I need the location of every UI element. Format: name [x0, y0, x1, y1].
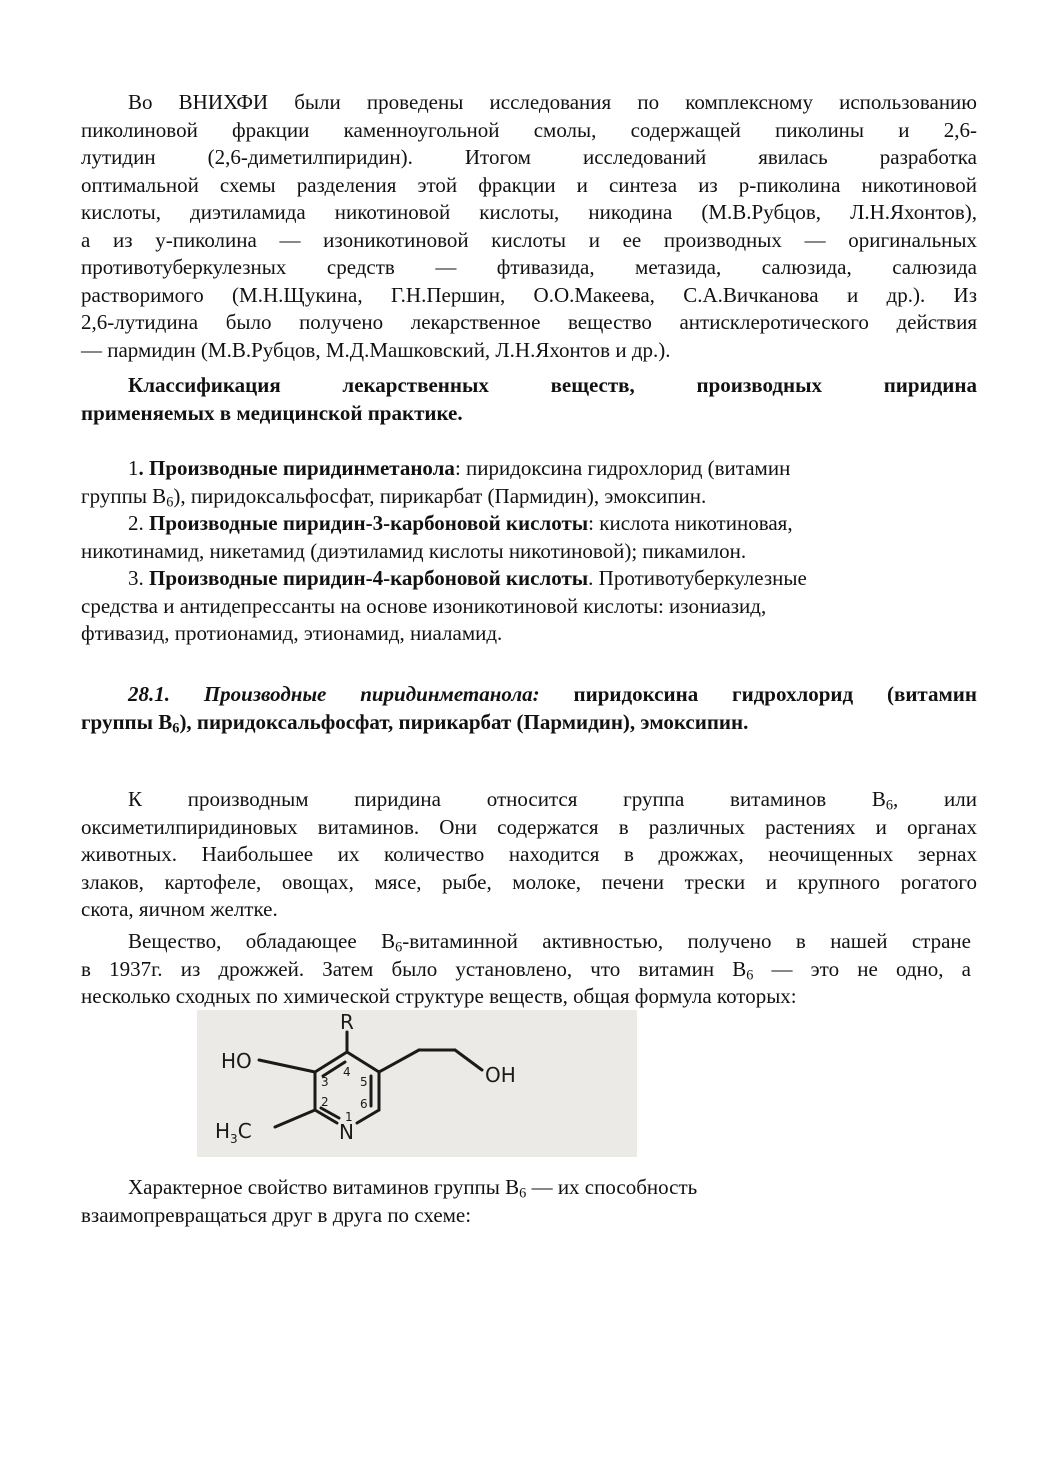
label-c: C [237, 1119, 252, 1143]
atom-number-4: 4 [343, 1065, 351, 1079]
list-item-text: . Противотуберкулезные [588, 566, 807, 590]
list-item-text: : пиридоксина гидрохлорид (витамин [454, 456, 791, 480]
intro-line: Во ВНИХФИ были проведены исследования по комплексному использованию [128, 90, 977, 114]
intro-line: 2,6-лутидина было получено лекарственное вещество антисклеротического действия [81, 310, 977, 334]
atom-number-3: 3 [321, 1075, 329, 1089]
label-n: N [339, 1120, 354, 1144]
methyl-bond [275, 1110, 315, 1127]
classification-heading-line2: применяемых в медицинской практике. [81, 400, 463, 425]
list-item-2 [81, 510, 977, 538]
list-item-1-cont [81, 483, 977, 511]
section-number-italic: 28.1. Производные пиридинметанола: [128, 682, 540, 706]
ring-bond [347, 1052, 379, 1072]
subscript: 6 [172, 720, 180, 737]
list-item-number: 1 [128, 456, 139, 480]
b6-line: скота, яичном желтке. [81, 897, 278, 921]
substance-line [81, 956, 971, 984]
intro-line: противотуберкулезных средств — фтивазида, метазида, салюзида, салюзида [81, 255, 977, 279]
list-item-title: Производные пиридин-3-карбоновой кислоты [149, 511, 589, 535]
paragraph-text: — это не одно, а [753, 956, 971, 981]
ho-bond [259, 1060, 315, 1072]
label-ho: HO [221, 1049, 252, 1073]
section-heading-line1 [81, 681, 977, 709]
intro-line: — пармидин (М.В.Рубцов, М.Д.Машковский, Л.Н.Яхонтов и др.). [81, 337, 671, 362]
substance-line: несколько сходных по химической структуре веществ, общая формула которых: [81, 984, 797, 1008]
paragraph-text: в 1937г. из дрожжей. Затем было установлено, что витамин В [81, 956, 747, 981]
subscript: 6 [166, 494, 174, 511]
list-item-text: ), пиридоксальфосфат, пирикарбат (Пармидин), эмоксипин. [173, 483, 707, 508]
section-heading-text: пиридоксина гидрохлорид (витамин [539, 682, 977, 706]
classification-list [81, 455, 977, 648]
classification-heading-line1: Классификация лекарственных веществ, производных пиридина [128, 373, 977, 397]
intro-line: пиколиновой фракции каменноугольной смолы, содержащей пиколины и 2,6- [81, 117, 977, 142]
substance-line [81, 928, 971, 956]
list-item-text: : кислота никотиновая, [588, 511, 793, 535]
property-line [81, 1174, 977, 1202]
intro-line: а из у-пиколина — изоникотиновой кислоты и ее производных — оригинальных [81, 227, 977, 252]
list-item-title: Производные пиридин-4-карбоновой кислоты [149, 566, 589, 590]
atom-number-5: 5 [360, 1075, 368, 1089]
intro-line: кислоты, диэтиламида никотиновой кислоты, никодина (М.В.Рубцов, Л.Н.Яхонтов), [81, 200, 977, 224]
label-h3c [215, 1119, 252, 1146]
substance-paragraph [81, 928, 971, 1011]
list-item-title: . Производные пиридинметанола [138, 456, 455, 480]
classification-heading [81, 372, 977, 427]
ch2-bond [379, 1050, 419, 1072]
section-heading-text: группы В [81, 709, 173, 734]
section-heading-28-1 [81, 681, 977, 736]
paragraph-text: Характерное свойство витаминов группы В [128, 1175, 520, 1199]
subscript: 6 [746, 967, 754, 984]
list-item-number: 2. [128, 511, 149, 535]
section-heading-text: ), пиридоксальфосфат, пирикарбат (Пармидин), эмоксипин. [179, 709, 749, 734]
list-item-3-cont: фтивазид, протионамид, этионамид, ниаламид. [81, 621, 503, 645]
list-item-number: 3. [128, 566, 149, 590]
intro-line: лутидин (2,6-диметилпиридин). Итогом исследований явилась разработка [81, 145, 977, 169]
label-oh: OH [485, 1063, 516, 1087]
label-r: R [340, 1010, 354, 1034]
subscript: 6 [885, 797, 894, 814]
list-item-2-cont: никотинамид, никетамид (диэтиламид кислоты никотиновой); пикамилон. [81, 538, 747, 563]
section-heading-line2 [81, 709, 977, 737]
paragraph-text: Вещество, обладающее В [128, 929, 396, 953]
ch2-bond [455, 1050, 482, 1070]
b6-paragraph [81, 786, 977, 924]
paragraph-text: -витаминной активностью, получено в нашей стране [402, 929, 971, 953]
formula-drawing [197, 1010, 637, 1157]
b6-line: оксиметилпиридиновых витаминов. Они содержатся в различных растениях и органах [81, 814, 977, 839]
label-h: H [215, 1119, 231, 1143]
atom-number-2: 2 [321, 1095, 329, 1109]
atom-number-6: 6 [360, 1097, 368, 1111]
ring-bond [357, 1110, 379, 1123]
intro-paragraph [81, 89, 977, 364]
intro-line: оптимальной схемы разделения этой фракции и синтеза из р-пиколина никотиновой [81, 172, 977, 197]
label-h-sub: 3 [230, 1132, 238, 1146]
list-item-3 [81, 565, 977, 593]
list-item-text: группы В [81, 483, 167, 508]
list-item-3-cont: средства и антидепрессанты на основе изоникотиновой кислоты: изониазид, [81, 593, 767, 618]
paragraph-text: — их способность [526, 1175, 698, 1199]
b6-line: животных. Наибольшее их количество находится в дрожжах, неочищенных зернах [81, 842, 977, 866]
property-line: взаимопревращаться друг в друга по схеме: [81, 1202, 472, 1227]
paragraph-text: , или [893, 787, 977, 811]
list-item-1 [81, 455, 977, 483]
property-paragraph [81, 1174, 977, 1229]
b6-line [81, 786, 977, 814]
subscript: 6 [519, 1185, 527, 1202]
subscript: 6 [395, 939, 403, 956]
atom-number-1: 1 [345, 1110, 353, 1124]
pyridine-structural-formula [197, 1010, 637, 1157]
b6-line: злаков, картофеле, овощах, мясе, рыбе, молоке, печени трески и крупного рогатого [81, 869, 977, 894]
paragraph-text: К производным пиридина относится группа витаминов В [128, 787, 886, 811]
intro-line: растворимого (М.Н.Щукина, Г.Н.Першин, О.О.Макеева, С.А.Вичканова и др.). Из [81, 282, 977, 307]
